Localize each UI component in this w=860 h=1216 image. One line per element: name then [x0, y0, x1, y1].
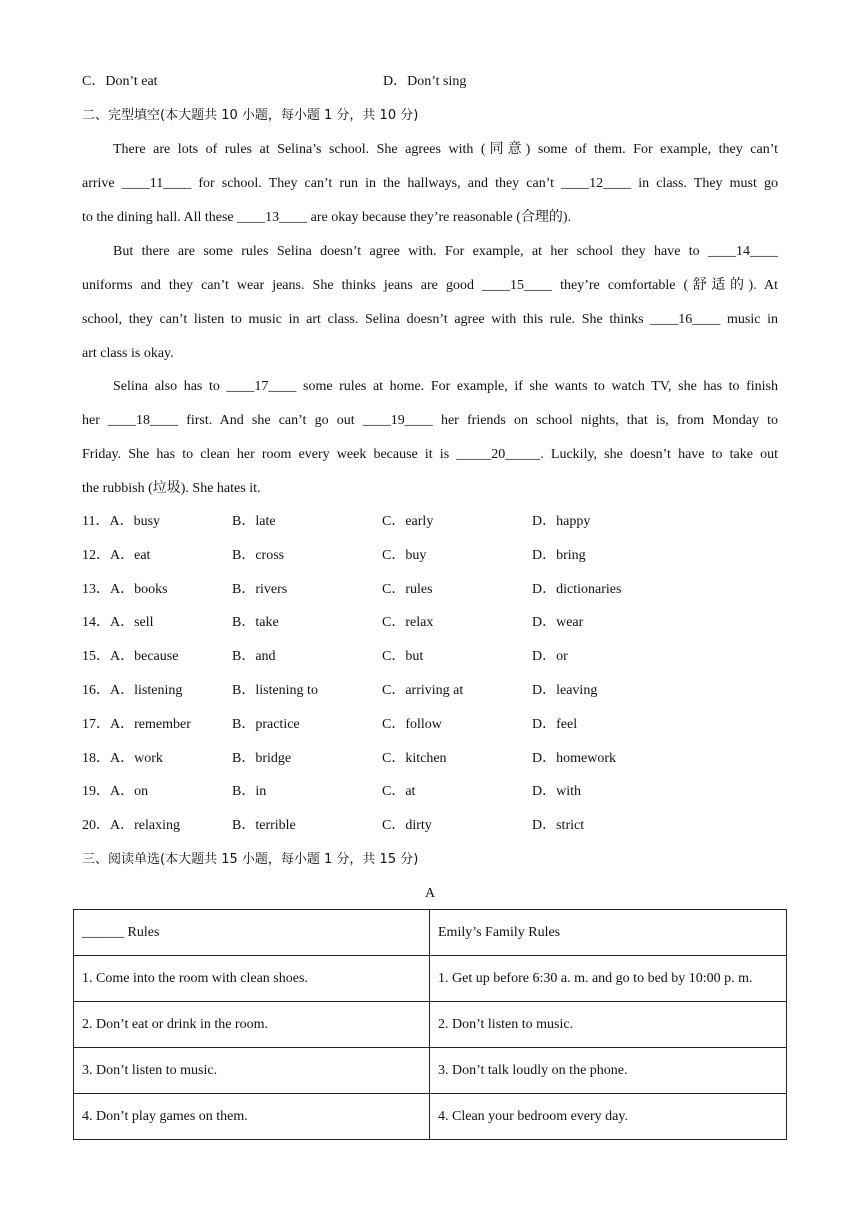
passage-line: the rubbish (垃圾). She hates it. [82, 481, 261, 496]
question-19-options [82, 782, 782, 802]
table-row [74, 956, 787, 1002]
option-d: D．Don’t sing [383, 74, 467, 89]
question-17-options [82, 715, 782, 735]
option-a[interactable]: 16．A．listening [82, 683, 183, 698]
section-3-heading: 三、阅读单选(本大题共 15 小题，每小题 1 分，共 15 分) [82, 852, 419, 867]
option-b[interactable]: B．practice [232, 717, 300, 732]
option-c[interactable]: C．but [382, 649, 424, 664]
option-d[interactable]: D．or [532, 649, 568, 664]
question-11-options [82, 512, 782, 532]
previous-question-options [82, 72, 778, 92]
question-15-options [82, 647, 782, 667]
option-c[interactable]: C．early [382, 514, 434, 529]
option-a[interactable]: 20．A．relaxing [82, 818, 180, 833]
table-header-cell: Emily’s Family Rules [430, 910, 787, 956]
rules-table [73, 909, 787, 1140]
option-d[interactable]: D．with [532, 784, 581, 799]
option-b[interactable]: B．rivers [232, 582, 288, 597]
passage-line: Friday. She has to clean her room every week because it is _____20_____. Luckily, she doesn’t have to take out [82, 447, 778, 462]
option-c: C．Don’t eat [82, 74, 158, 89]
option-d[interactable]: D．homework [532, 751, 616, 766]
option-a[interactable]: 19．A．on [82, 784, 149, 799]
table-cell: 3. Don’t talk loudly on the phone. [430, 1048, 787, 1094]
passage-line: to the dining hall. All these ____13____ are okay because they’re reasonable (合理的). [82, 210, 572, 225]
option-c[interactable]: C．rules [382, 582, 433, 597]
option-d[interactable]: D．wear [532, 615, 584, 630]
question-18-options [82, 749, 782, 769]
table-cell: 4. Don’t play games on them. [74, 1094, 430, 1140]
option-b[interactable]: B．in [232, 784, 267, 799]
option-d[interactable]: D．leaving [532, 683, 598, 698]
section-2-heading: 二、完型填空(本大题共 10 小题，每小题 1 分，共 10 分) [82, 108, 419, 123]
option-b[interactable]: B．late [232, 514, 276, 529]
option-d[interactable]: D．feel [532, 717, 578, 732]
question-16-options [82, 681, 782, 701]
option-c[interactable]: C．dirty [382, 818, 432, 833]
table-cell: 3. Don’t listen to music. [74, 1048, 430, 1094]
option-b[interactable]: B．and [232, 649, 276, 664]
table-row [74, 1094, 787, 1140]
question-13-options [82, 580, 782, 600]
option-a[interactable]: 17．A．remember [82, 717, 191, 732]
table-cell: 1. Come into the room with clean shoes. [74, 956, 430, 1002]
option-c[interactable]: C．follow [382, 717, 442, 732]
question-12-options [82, 546, 782, 566]
question-14-options [82, 613, 782, 633]
table-cell: 1. Get up before 6:30 a. m. and go to bed by 10:00 p. m. [430, 956, 787, 1002]
passage-line: her ____18____ first. And she can’t go out ____19____ her friends on school nights, that is, from Monday to [82, 413, 778, 428]
option-b[interactable]: B．bridge [232, 751, 292, 766]
option-c[interactable]: C．at [382, 784, 416, 799]
table-cell: 4. Clean your bedroom every day. [430, 1094, 787, 1140]
passage-line: But there are some rules Selina doesn’t agree with. For example, at her school they have to ____14____ [113, 244, 778, 259]
table-cell: 2. Don’t eat or drink in the room. [74, 1002, 430, 1048]
passage-line: There are lots of rules at Selina’s school. She agrees with (同意) some of them. For example, they can’t [113, 142, 778, 157]
question-20-options [82, 816, 782, 836]
option-a[interactable]: 15．A．because [82, 649, 179, 664]
passage-line: art class is okay. [82, 346, 174, 361]
option-a[interactable]: 14．A．sell [82, 615, 154, 630]
option-d[interactable]: D．strict [532, 818, 585, 833]
passage-line: arrive ____11____ for school. They can’t run in the hallways, and they can’t ____12____ in class. They must go [82, 176, 778, 191]
option-a[interactable]: 13．A．books [82, 582, 168, 597]
option-b[interactable]: B．cross [232, 548, 285, 563]
option-d[interactable]: D．bring [532, 548, 586, 563]
table-header-row [74, 910, 787, 956]
passage-line: school, they can’t listen to music in art class. Selina doesn’t agree with this rule. She thinks ____16____ music in [82, 312, 778, 327]
option-c[interactable]: C．buy [382, 548, 427, 563]
option-a[interactable]: 12．A．eat [82, 548, 151, 563]
option-a[interactable]: 11．A．busy [82, 514, 161, 529]
table-row [74, 1002, 787, 1048]
part-label: A [424, 886, 436, 901]
table-cell: 2. Don’t listen to music. [430, 1002, 787, 1048]
option-d[interactable]: D．dictionaries [532, 582, 622, 597]
passage-line: uniforms and they can’t wear jeans. She thinks jeans are good ____15____ they’re comfortable (舒适的). At [82, 278, 778, 293]
passage-line: Selina also has to ____17____ some rules at home. For example, if she wants to watch TV, she has to finish [113, 379, 778, 394]
option-c[interactable]: C．kitchen [382, 751, 447, 766]
table-header-cell: ______ Rules [74, 910, 430, 956]
table-row [74, 1048, 787, 1094]
option-c[interactable]: C．relax [382, 615, 434, 630]
option-b[interactable]: B．terrible [232, 818, 296, 833]
option-d[interactable]: D．happy [532, 514, 591, 529]
option-c[interactable]: C．arriving at [382, 683, 464, 698]
option-a[interactable]: 18．A．work [82, 751, 163, 766]
option-b[interactable]: B．listening to [232, 683, 318, 698]
option-b[interactable]: B．take [232, 615, 279, 630]
